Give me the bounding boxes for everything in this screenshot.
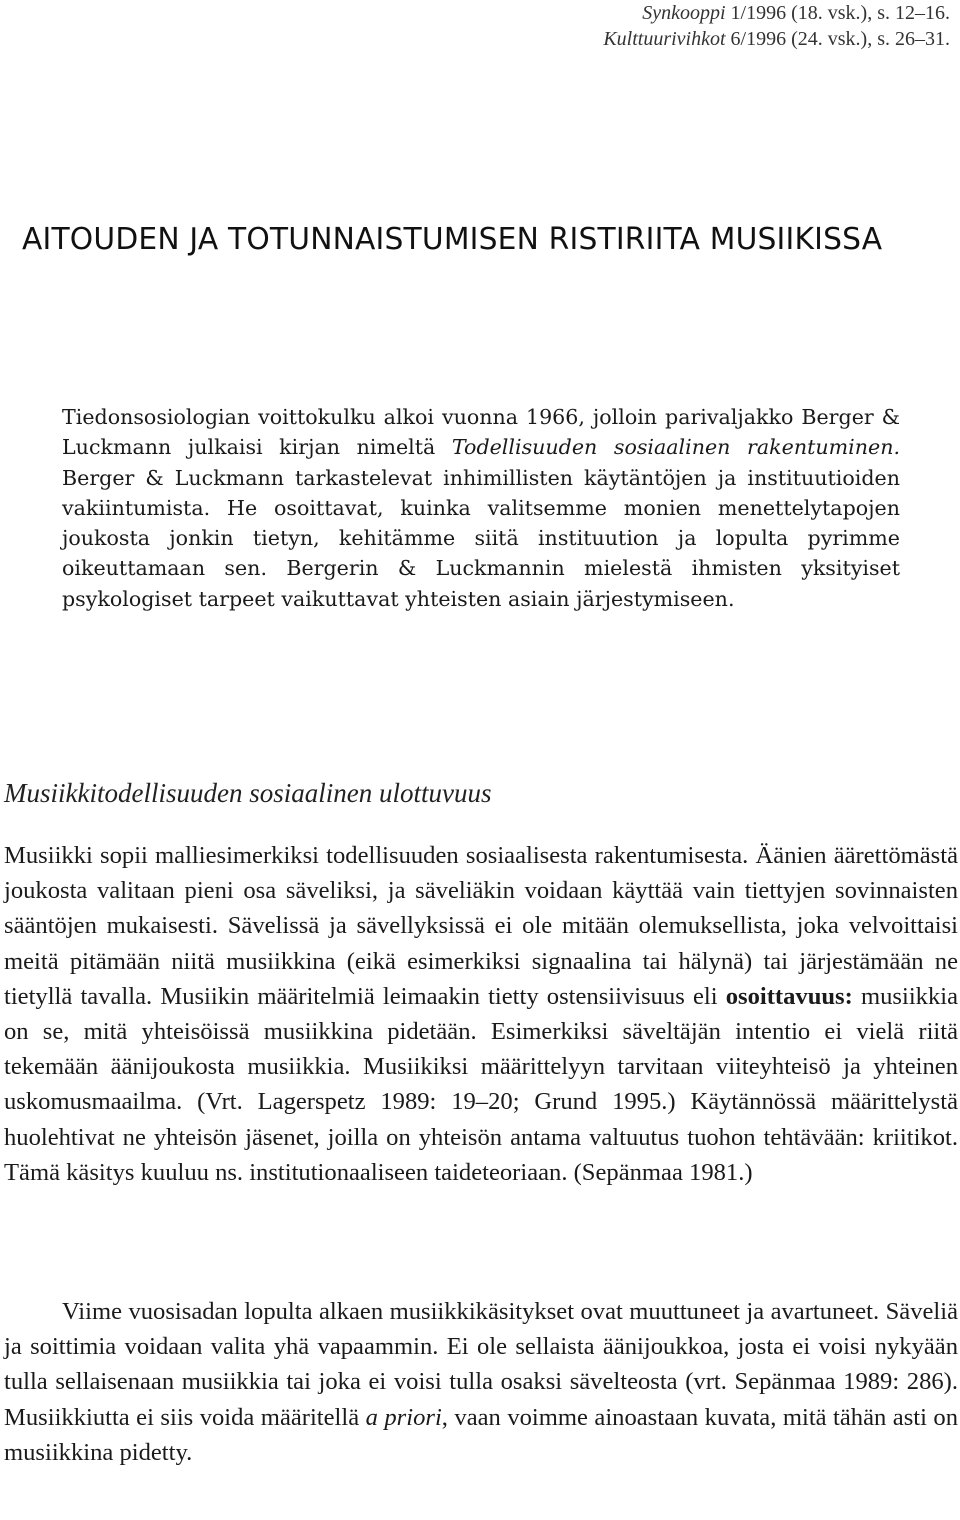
abstract-text-2: Berger & Luckmann tarkastelevat inhimillisten käytäntöjen ja instituutioiden vakiintumista. He osoittavat, kuinka valitsemme monien menettelytapojen joukosta jonkin tietyn, kehitämme siitä instituution ja lopulta pyrimme oikeuttamaan sen. Bergerin & Luckmannin mielestä ihmisten yksityiset psykologiset tarpeet vaikuttavat yhteisten asiain järjestymiseen. — [62, 465, 900, 611]
body-paragraph-1 — [4, 838, 958, 1190]
journal-name-kulttuurivihkot: Kulttuurivihkot — [603, 28, 726, 50]
body-paragraph-2 — [4, 1294, 958, 1470]
abstract — [62, 402, 900, 614]
section-heading: Musiikkitodellisuuden sosiaalinen ulottuvuus — [4, 778, 492, 808]
publication-line-2 — [603, 26, 950, 52]
abstract-text-1: Tiedonsosiologian voittokulku alkoi vuonna 1966, jolloin parivaljakko Berger & Luckmann julkaisi kirjan nimeltä — [62, 405, 900, 460]
issue-info-1: 1/1996 (18. vsk.), s. 12–16. — [725, 2, 950, 24]
paragraph-1-text-2: musiikkia on se, mitä yhteisöissä musiikkina pidetään. Esimerkiksi säveltäjän intentio ei vielä riitä tekemään äänijoukosta musiikkia. Musiikiksi määrittelyyn tarvitaan viiteyhteisö ja yhteinen uskomusmaailma. (Vrt. Lagerspetz 1989: 19–20; Grund 1995.) Käytännössä määrittelystä huolehtivat ne yhteisön jäsenet, joilla on yhteisön antama valtuutus tuohon tehtävään: kriitikot. Tämä käsitys kuuluu ns. institutionaaliseen taideteoriaan. (Sepänmaa 1981.) — [4, 982, 959, 1186]
italic-term: a priori — [365, 1403, 442, 1431]
bold-term: osoittavuus: — [725, 982, 853, 1010]
article-title: AITOUDEN JA TOTUNNAISTUMISEN RISTIRIITA MUSIIKISSA — [22, 222, 883, 257]
issue-info-2: 6/1996 (24. vsk.), s. 26–31. — [725, 28, 950, 50]
publication-line-1 — [603, 0, 950, 26]
paragraph-2-text-1: Viime vuosisadan lopulta alkaen musiikkikäsitykset ovat muuttuneet ja avartuneet. Säveliä ja soittimia voidaan valita yhä vapaammin. Ei ole sellaista äänijoukkoa, josta ei voisi nykyään tulla sellaisenaan musiikkia tai joka ei voisi tulla osaksi sävelteosta (vrt. Sepänmaa 1989: 286). Musiikkiutta ei siis voida määritellä — [4, 1298, 958, 1431]
paragraph-1-text-1: Musiikki sopii malliesimerkiksi todellisuuden sosiaalisesta rakentumisesta. Äänien äärettömästä joukosta valitaan pieni osa säveliksi, ja säveliäkin voidaan käyttää vain tiettyjen sovinnaisten sääntöjen mukaisesti. Sävelissä ja sävellyksissä ei ole mitään olemuksellista, joka velvoittaisi meitä pitämään niitä musiikkina (eikä esimerkiksi signaalina tai hälynä) tai järjestämään ne tietyllä tavalla. Musiikin määritelmiä leimaakin tietty ostensiivisuus eli — [4, 842, 958, 1010]
journal-name-synkooppi: Synkooppi — [642, 2, 726, 24]
publication-info — [603, 0, 950, 52]
paragraph-2-text-2: , vaan voimme ainoastaan kuvata, mitä tähän asti on musiikkina pidetty. — [4, 1403, 958, 1466]
book-title: Todellisuuden sosiaalinen rakentuminen. — [451, 435, 900, 460]
